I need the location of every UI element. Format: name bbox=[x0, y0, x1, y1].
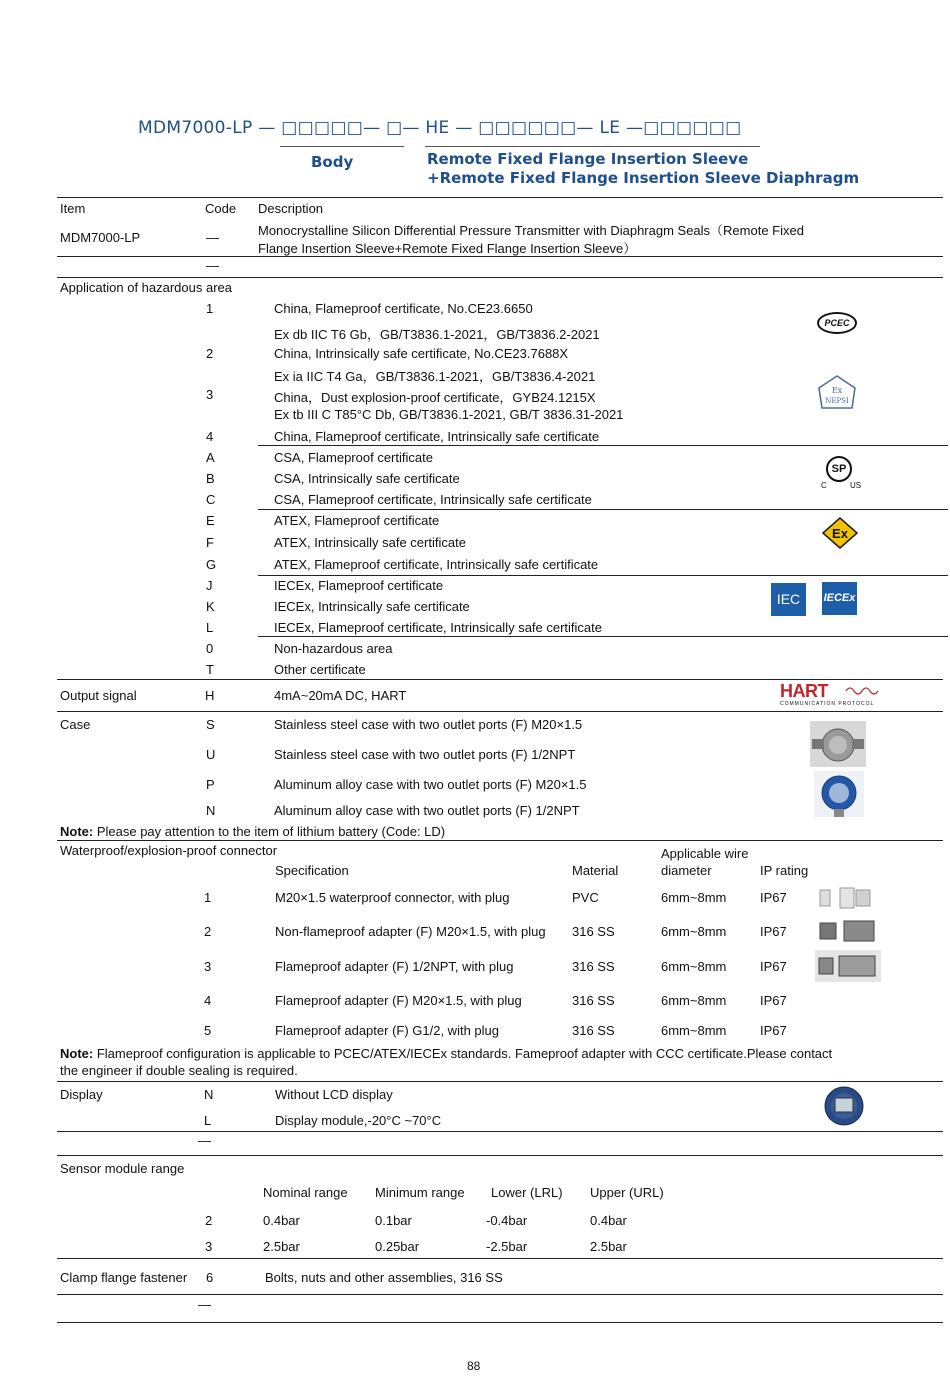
connector-spec: Flameproof adapter (F) 1/2NPT, with plug bbox=[275, 959, 514, 974]
hazard-code: E bbox=[206, 513, 215, 528]
connector-note-line2: the engineer if double sealing is required. bbox=[60, 1063, 298, 1078]
sensor-code: 2 bbox=[205, 1213, 213, 1228]
display-text-n: Without LCD display bbox=[275, 1087, 393, 1102]
connector-spec: Flameproof adapter (F) G1/2, with plug bbox=[275, 1023, 499, 1038]
connector-code: 2 bbox=[204, 924, 212, 939]
sensor-nominal: 0.4bar bbox=[263, 1213, 300, 1228]
body-underline bbox=[280, 146, 404, 147]
sensor-item: Sensor module range bbox=[60, 1161, 185, 1176]
rule bbox=[258, 509, 948, 510]
model-desc-line2: Flange Insertion Sleeve+Remote Fixed Flange Insertion Sleeve） bbox=[258, 241, 637, 256]
output-item: Output signal bbox=[60, 688, 137, 703]
atex-ex-logo bbox=[822, 517, 858, 549]
hazard-code: C bbox=[206, 492, 216, 507]
hazard-text: Non-hazardous area bbox=[274, 641, 393, 656]
connector-3-image bbox=[815, 950, 881, 982]
connector-wire: 6mm~8mm bbox=[661, 959, 727, 974]
body-label: Body bbox=[311, 153, 354, 171]
hazard-code: G bbox=[206, 557, 217, 572]
sensor-upper: 0.4bar bbox=[590, 1213, 627, 1228]
hazard-text: Ex db IIC T6 Gb，GB/T3836.1-2021，GB/T3836.2-2021 bbox=[274, 327, 600, 342]
connector-code: 1 bbox=[204, 890, 212, 905]
connector-ip: IP67 bbox=[760, 890, 787, 905]
sleeve-underline bbox=[425, 146, 760, 147]
connector-title: Waterproof/explosion-proof connector bbox=[60, 843, 278, 858]
connector-wire-header-2: diameter bbox=[661, 863, 712, 878]
connector-note-label: Note: bbox=[60, 1046, 94, 1061]
stainless-case-image bbox=[810, 721, 866, 767]
hazard-code: 1 bbox=[206, 301, 214, 316]
hazard-text: China，Dust explosion-proof certificate，GYB24.1215X bbox=[274, 390, 596, 405]
case-text: Aluminum alloy case with two outlet ports (F) 1/2NPT bbox=[274, 803, 580, 818]
hazard-code: A bbox=[206, 450, 215, 465]
csa-logo: SP bbox=[826, 456, 852, 482]
rule bbox=[57, 1155, 943, 1156]
pcec-logo-text: PCEC bbox=[824, 318, 850, 328]
hazard-text: ATEX, Intrinsically safe certificate bbox=[274, 535, 466, 550]
sleeve-label-line1: Remote Fixed Flange Insertion Sleeve bbox=[427, 150, 749, 168]
sleeve-label-line2: +Remote Fixed Flange Insertion Sleeve Diaphragm bbox=[427, 169, 860, 187]
connector-material: 316 SS bbox=[572, 1023, 615, 1038]
clamp-item: Clamp flange fastener bbox=[60, 1270, 188, 1285]
hazard-code: L bbox=[206, 620, 214, 635]
nepsi-logo-bottom: NEPSI bbox=[825, 397, 849, 405]
sensor-nominal: 2.5bar bbox=[263, 1239, 300, 1254]
connector-note-text: Flameproof configuration is applicable to PCEC/ATEX/IECEx standards. Fameproof adapter with CCC certificate.Please contact bbox=[93, 1046, 833, 1061]
output-code: H bbox=[205, 688, 215, 703]
case-item: Case bbox=[60, 717, 91, 732]
case-text: Aluminum alloy case with two outlet ports (F) M20×1.5 bbox=[274, 777, 587, 792]
rule bbox=[57, 1294, 943, 1295]
connector-material: 316 SS bbox=[572, 959, 615, 974]
connector-2-image bbox=[818, 918, 880, 944]
clamp-code: 6 bbox=[206, 1270, 214, 1285]
csa-c: C bbox=[821, 481, 827, 490]
nepsi-logo-top: Ex bbox=[831, 386, 843, 395]
hazard-text: China, Flameproof certificate, No.CE23.6650 bbox=[274, 301, 533, 316]
page-number: 88 bbox=[467, 1359, 481, 1373]
connector-spec: Flameproof adapter (F) M20×1.5, with plug bbox=[275, 993, 522, 1008]
connector-spec: Non-flameproof adapter (F) M20×1.5, with plug bbox=[275, 924, 546, 939]
connector-spec-header: Specification bbox=[275, 863, 349, 878]
model-code: — bbox=[206, 230, 219, 245]
hart-logo: HART bbox=[780, 681, 828, 701]
lcd-display-image bbox=[823, 1086, 865, 1126]
connector-material: 316 SS bbox=[572, 993, 615, 1008]
col-code-header: Code bbox=[205, 201, 237, 216]
connector-ip-header: IP rating bbox=[760, 863, 809, 878]
rule bbox=[258, 575, 948, 576]
display-code-l: L bbox=[204, 1113, 212, 1128]
connector-ip: IP67 bbox=[760, 924, 787, 939]
hazard-code: 4 bbox=[206, 429, 214, 444]
clamp-dash: — bbox=[198, 1297, 211, 1312]
case-code: N bbox=[206, 803, 216, 818]
nepsi-logo bbox=[816, 374, 858, 412]
rule bbox=[57, 679, 943, 680]
csa-us: US bbox=[850, 481, 862, 490]
connector-wire: 6mm~8mm bbox=[661, 993, 727, 1008]
display-item: Display bbox=[60, 1087, 103, 1102]
connector-spec: M20×1.5 waterproof connector, with plug bbox=[275, 890, 510, 905]
rule bbox=[258, 445, 948, 446]
connector-note-line1 bbox=[60, 1046, 832, 1061]
case-note bbox=[60, 824, 445, 839]
hazard-text: IECEx, Flameproof certificate bbox=[274, 578, 444, 593]
display-code-n: N bbox=[204, 1087, 214, 1102]
sensor-upper-header: Upper (URL) bbox=[590, 1185, 664, 1200]
connector-code: 5 bbox=[204, 1023, 212, 1038]
rule bbox=[57, 256, 943, 257]
hazard-code: 3 bbox=[206, 387, 214, 402]
rule bbox=[57, 197, 943, 198]
case-code: P bbox=[206, 777, 215, 792]
connector-material: PVC bbox=[572, 890, 599, 905]
rule bbox=[57, 1131, 943, 1132]
hazard-code: 2 bbox=[206, 346, 214, 361]
connector-material-header: Material bbox=[572, 863, 619, 878]
sensor-lower-header: Lower (LRL) bbox=[491, 1185, 563, 1200]
rule bbox=[57, 1081, 943, 1082]
case-code: U bbox=[206, 747, 216, 762]
hazard-code: T bbox=[206, 662, 214, 677]
model-item: MDM7000-LP bbox=[60, 230, 141, 245]
case-code: S bbox=[206, 717, 215, 732]
sensor-upper: 2.5bar bbox=[590, 1239, 627, 1254]
hazard-code: 0 bbox=[206, 641, 214, 656]
case-note-label: Note: bbox=[60, 824, 94, 839]
connector-wire: 6mm~8mm bbox=[661, 924, 727, 939]
connector-wire: 6mm~8mm bbox=[661, 1023, 727, 1038]
hazard-text: CSA, Flameproof certificate, Intrinsically safe certificate bbox=[274, 492, 592, 507]
case-note-text: Please pay attention to the item of lithium battery (Code: LD) bbox=[93, 824, 446, 839]
hazard-code: J bbox=[206, 578, 213, 593]
connector-ip: IP67 bbox=[760, 959, 787, 974]
sensor-lower: -0.4bar bbox=[486, 1213, 528, 1228]
connector-wire: 6mm~8mm bbox=[661, 890, 727, 905]
col-item-header: Item bbox=[60, 201, 86, 216]
rule bbox=[258, 636, 948, 637]
pcec-logo bbox=[817, 312, 857, 334]
model-dash: — bbox=[206, 258, 219, 273]
connector-code: 3 bbox=[204, 959, 212, 974]
hazard-text: Ex ia IIC T4 Ga，GB/T3836.1-2021，GB/T3836.4-2021 bbox=[274, 369, 596, 384]
display-dash: — bbox=[198, 1133, 211, 1148]
sensor-code: 3 bbox=[205, 1239, 213, 1254]
sensor-minimum: 0.1bar bbox=[375, 1213, 412, 1228]
hazard-text: CSA, Intrinsically safe certificate bbox=[274, 471, 460, 486]
connector-code: 4 bbox=[204, 993, 212, 1008]
model-code-header: MDM7000-LP — □□□□□— □— HE — □□□□□□— LE —□□□□□□ bbox=[138, 118, 742, 138]
iec-logo: IEC bbox=[771, 583, 806, 616]
connector-ip: IP67 bbox=[760, 1023, 787, 1038]
hazard-text: China, Flameproof certificate, Intrinsically safe certificate bbox=[274, 429, 600, 444]
iecex-logo: IECEx bbox=[822, 582, 857, 615]
output-text: 4mA~20mA DC, HART bbox=[274, 688, 407, 703]
rule bbox=[57, 840, 943, 841]
connector-material: 316 SS bbox=[572, 924, 615, 939]
hazard-text: CSA, Flameproof certificate bbox=[274, 450, 433, 465]
hart-wave-icon bbox=[845, 684, 881, 698]
hazard-text: Other certificate bbox=[274, 662, 366, 677]
hazard-title: Application of hazardous area bbox=[60, 280, 233, 295]
sensor-lower: -2.5bar bbox=[486, 1239, 528, 1254]
case-text: Stainless steel case with two outlet ports (F) 1/2NPT bbox=[274, 747, 576, 762]
case-text: Stainless steel case with two outlet ports (F) M20×1.5 bbox=[274, 717, 583, 732]
hazard-text: China, Intrinsically safe certificate, No.CE23.7688X bbox=[274, 346, 569, 361]
hart-logo-sub: COMMUNICATION PROTOCOL bbox=[780, 701, 875, 707]
atex-ex-text: Ex bbox=[832, 526, 848, 541]
connector-wire-header-1: Applicable wire bbox=[661, 846, 749, 861]
hazard-code: F bbox=[206, 535, 214, 550]
rule bbox=[57, 277, 943, 278]
aluminum-case-image bbox=[814, 771, 864, 817]
rule bbox=[57, 711, 943, 712]
col-description-header: Description bbox=[258, 201, 324, 216]
connector-ip: IP67 bbox=[760, 993, 787, 1008]
sensor-minimum-header: Minimum range bbox=[375, 1185, 465, 1200]
hazard-code: B bbox=[206, 471, 215, 486]
hazard-text: IECEx, Flameproof certificate, Intrinsically safe certificate bbox=[274, 620, 603, 635]
hazard-text: IECEx, Intrinsically safe certificate bbox=[274, 599, 470, 614]
model-desc-line1: Monocrystalline Silicon Differential Pressure Transmitter with Diaphragm Seals（Remote Fixed bbox=[258, 223, 804, 238]
clamp-text: Bolts, nuts and other assemblies, 316 SS bbox=[265, 1270, 503, 1285]
sensor-nominal-header: Nominal range bbox=[263, 1185, 348, 1200]
rule bbox=[57, 1322, 943, 1323]
hazard-text: ATEX, Flameproof certificate, Intrinsically safe certificate bbox=[274, 557, 599, 572]
sensor-minimum: 0.25bar bbox=[375, 1239, 420, 1254]
connector-1-image bbox=[818, 886, 874, 910]
rule bbox=[57, 1258, 943, 1259]
hazard-text: ATEX, Flameproof certificate bbox=[274, 513, 440, 528]
hazard-text: Ex tb III C T85°C Db, GB/T3836.1-2021, GB/T 3836.31-2021 bbox=[274, 407, 624, 422]
hazard-code: K bbox=[206, 599, 215, 614]
display-text-l: Display module,-20°C ~70°C bbox=[275, 1113, 442, 1128]
